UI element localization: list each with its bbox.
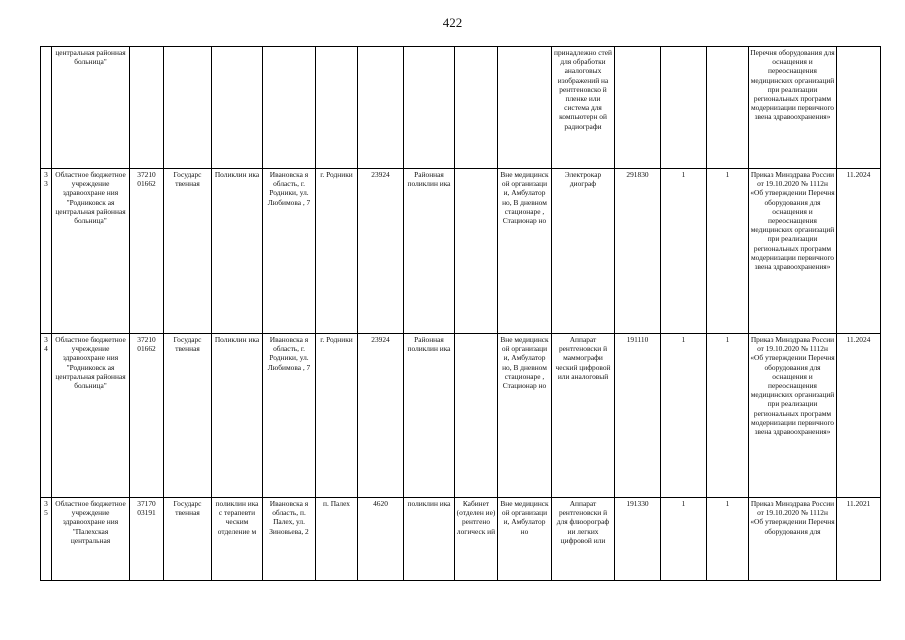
code-cell: 37210 01662 (130, 334, 164, 498)
row-number-cell: 3 5 (41, 498, 52, 581)
date-cell (837, 47, 881, 169)
date-cell: 11.2024 (837, 334, 881, 498)
date-cell: 11.2021 (837, 498, 881, 581)
quantity-plan-cell: 1 (707, 334, 749, 498)
code-cell (130, 47, 164, 169)
locality-cell: г. Родники (316, 169, 358, 334)
quantity-cell: 1 (661, 498, 707, 581)
ownership-cell: Государс твенная (164, 334, 212, 498)
quantity-cell (661, 47, 707, 169)
facility-type-cell (212, 47, 263, 169)
row-number-cell (41, 47, 52, 169)
page-number: 422 (442, 15, 463, 30)
quantity-plan-cell: 1 (707, 169, 749, 334)
table-row (41, 498, 881, 581)
room-cell (455, 47, 498, 169)
room-cell (455, 169, 498, 334)
facility-type-cell: Поликлин ика (212, 334, 263, 498)
registry-table (40, 46, 881, 581)
basis-cell: Приказ Минздрава России от 19.10.2020 № 1112н «Об утверждении Перечня оборудования для оснащения и переоснащения медицинских организаций при реализации региональных программ модернизации первичного звена здравоохранения» (749, 334, 837, 498)
quantity-cell: 1 (661, 169, 707, 334)
table-row (41, 169, 881, 334)
locality-cell (316, 47, 358, 169)
conditions-cell: Вне медицинск ой организаци и, Амбулатор но, В дневном стационаре , Стационар но (498, 169, 552, 334)
index-cell: 23924 (358, 169, 404, 334)
table-row (41, 334, 881, 498)
row-number-cell: 3 3 (41, 169, 52, 334)
conditions-cell: Вне медицинск ой организаци и, Амбулатор но, В дневном стационаре , Стационар но (498, 334, 552, 498)
equipment-cell: Аппарат рентгеновски й маммографи ческий цифровой или аналоговый (552, 334, 615, 498)
basis-cell: Перечня оборудования для оснащения и переоснащения медицинских организаций при реализации региональных программ модернизации первичного звена здравоохранения» (749, 47, 837, 169)
okpd-cell: 291830 (615, 169, 661, 334)
room-cell: Кабинет (отделен ие) рентгено логическ ий (455, 498, 498, 581)
locality-cell: г. Родники (316, 334, 358, 498)
equipment-cell: Аппарат рентгеновски й для флюорограф ии легких цифровой или (552, 498, 615, 581)
quantity-plan-cell (707, 47, 749, 169)
department-cell: Районная поликлин ика (404, 169, 455, 334)
basis-cell: Приказ Минздрава России от 19.10.2020 № 1112н «Об утверждении Перечня оборудования для оснащения и переоснащения медицинских организаций при реализации региональных программ модернизации первичного звена здравоохранения» (749, 169, 837, 334)
equipment-cell: Электрокар диограф (552, 169, 615, 334)
row-number-cell: 3 4 (41, 334, 52, 498)
code-cell: 37170 03191 (130, 498, 164, 581)
okpd-cell: 191330 (615, 498, 661, 581)
conditions-cell (498, 47, 552, 169)
organization-name-cell: Областное бюджетное учреждение здравоохране ния "Палехская центральная (52, 498, 130, 581)
organization-name-cell: Областное бюджетное учреждение здравоохране ния "Родниковск ая центральная районная больница" (52, 169, 130, 334)
ownership-cell: Государс твенная (164, 498, 212, 581)
department-cell (404, 47, 455, 169)
ownership-cell (164, 47, 212, 169)
equipment-cell: принадлежно стей для обработки аналоговых изображений на рентгеновско й пленке или система для компьютерн ой радиографи (552, 47, 615, 169)
address-cell: Ивановска я область, г. Родники, ул. Любимова , 7 (263, 334, 316, 498)
facility-type-cell: Поликлин ика (212, 169, 263, 334)
table-row (41, 47, 881, 169)
okpd-cell (615, 47, 661, 169)
basis-cell: Приказ Минздрава России от 19.10.2020 № 1112н «Об утверждении Перечня оборудования для (749, 498, 837, 581)
index-cell (358, 47, 404, 169)
index-cell: 23924 (358, 334, 404, 498)
locality-cell: п. Палех (316, 498, 358, 581)
department-cell: поликлин ика (404, 498, 455, 581)
date-cell: 11.2024 (837, 169, 881, 334)
address-cell: Ивановска я область, г. Родники, ул. Любимова , 7 (263, 169, 316, 334)
okpd-cell: 191110 (615, 334, 661, 498)
address-cell: Ивановска я область, п. Палех, ул. Зиновьева, 2 (263, 498, 316, 581)
quantity-plan-cell: 1 (707, 498, 749, 581)
room-cell (455, 334, 498, 498)
address-cell (263, 47, 316, 169)
facility-type-cell: поликлин ика с терапевти ческим отделение м (212, 498, 263, 581)
index-cell: 4620 (358, 498, 404, 581)
organization-name-cell: Областное бюджетное учреждение здравоохране ния "Родниковск ая центральная районная больница" (52, 334, 130, 498)
organization-name-cell: центральная районная больница" (52, 47, 130, 169)
code-cell: 37210 01662 (130, 169, 164, 334)
ownership-cell: Государс твенная (164, 169, 212, 334)
department-cell: Районная поликлин ика (404, 334, 455, 498)
quantity-cell: 1 (661, 334, 707, 498)
conditions-cell: Вне медицинск ой организаци и, Амбулатор но (498, 498, 552, 581)
